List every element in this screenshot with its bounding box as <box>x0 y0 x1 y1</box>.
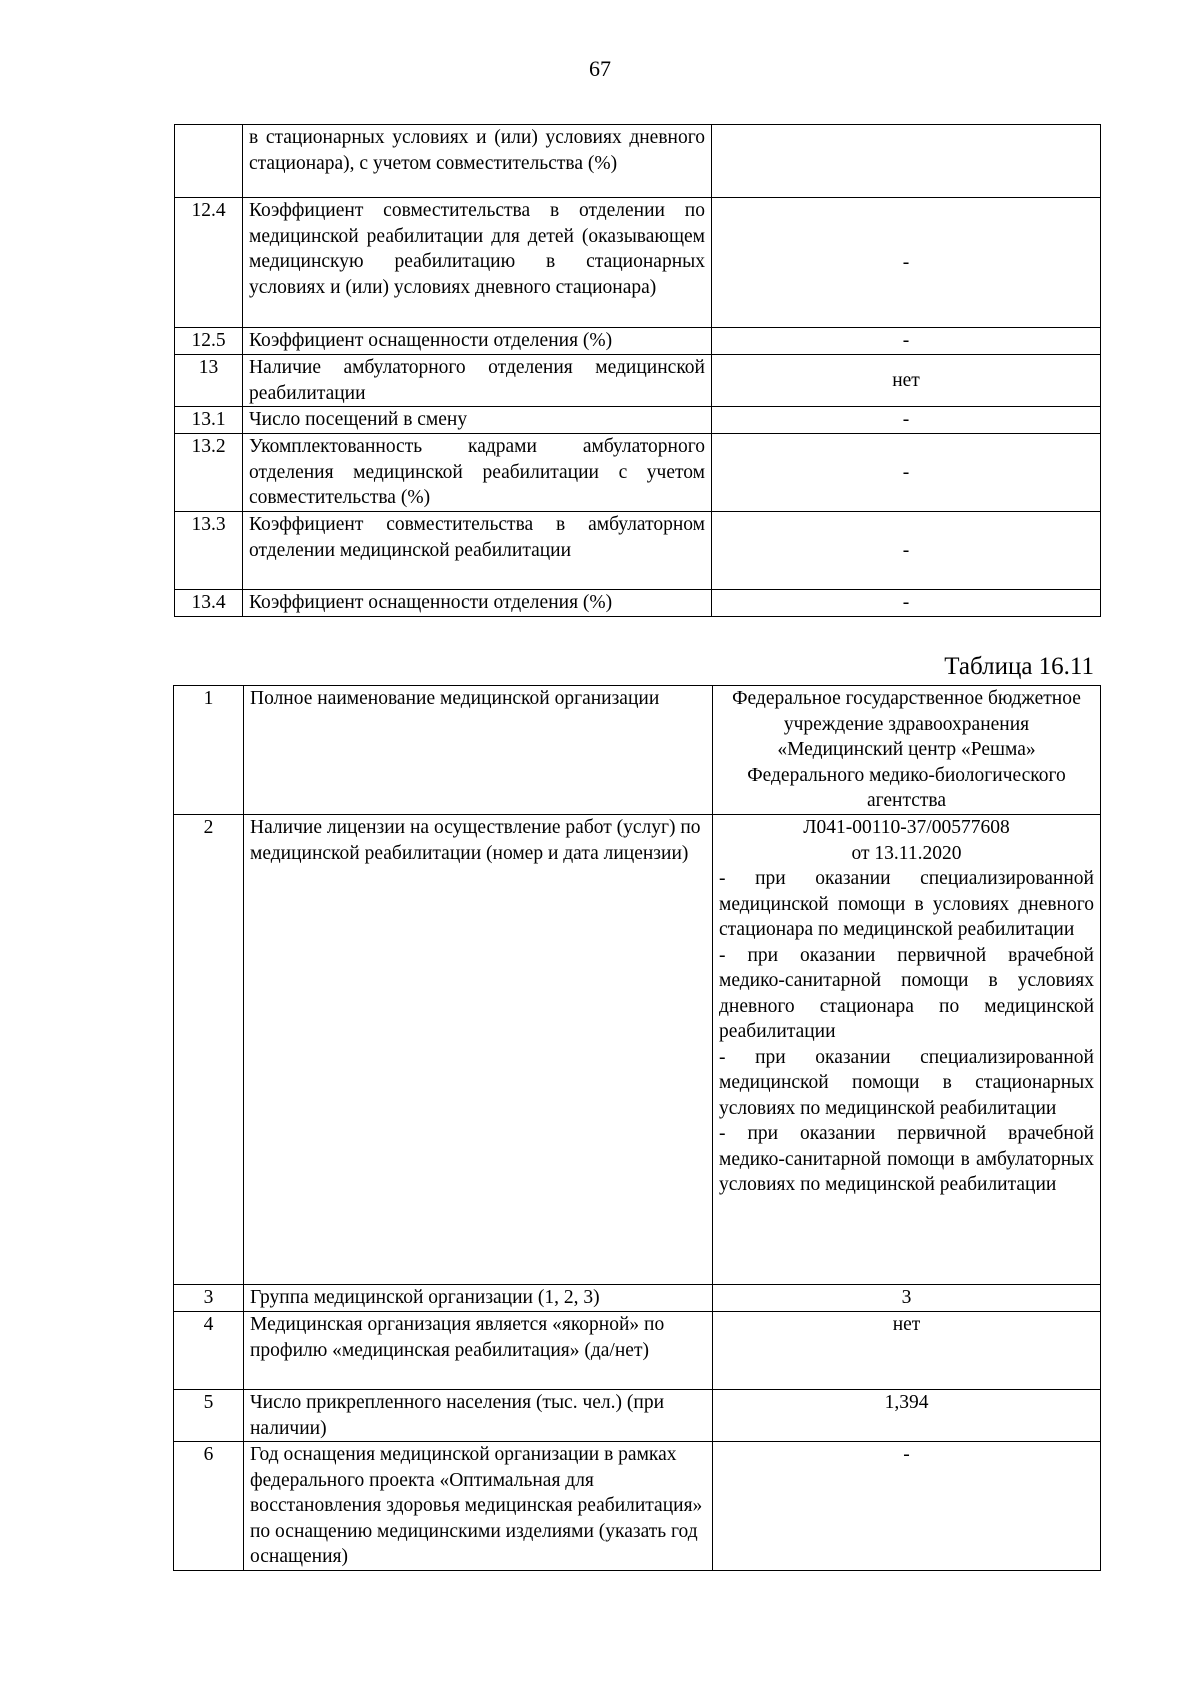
table-row <box>174 1285 1101 1312</box>
row-number: 13 <box>175 355 243 407</box>
table-row <box>175 328 1101 355</box>
table-row <box>175 434 1101 512</box>
row-value: - <box>712 328 1101 355</box>
table-row <box>175 355 1101 407</box>
row-number: 5 <box>174 1390 244 1442</box>
license-number: Л041-00110-37/00577608 <box>803 817 1010 838</box>
license-cell <box>713 815 1101 1285</box>
row-number: 13.4 <box>175 590 243 617</box>
row-description: Медицинская организация является «якорной» по профилю «медицинская реабилитация» (да/нет) <box>244 1312 713 1390</box>
license-date: от 13.11.2020 <box>851 842 962 864</box>
row-description: Коэффициент оснащенности отделения (%) <box>243 328 712 355</box>
row-description: Группа медицинской организации (1, 2, 3) <box>244 1285 713 1312</box>
row-number: 13.2 <box>175 434 243 512</box>
table-row <box>174 1442 1101 1571</box>
row-description: Число посещений в смену <box>243 407 712 434</box>
row-description: Год оснащения медицинской организации в рамках федерального проекта «Оптимальная для восстановления здоровья медицинская реабилитация» по оснащению медицинскими изделиями (указать год оснащения) <box>244 1442 713 1571</box>
table-row <box>175 407 1101 434</box>
row-value: - <box>712 407 1101 434</box>
row-number <box>175 125 243 198</box>
continuation-table <box>174 124 1101 617</box>
table-row <box>175 590 1101 617</box>
table-row <box>174 686 1101 815</box>
row-value: 1,394 <box>713 1390 1101 1442</box>
row-number: 2 <box>174 815 244 1285</box>
row-description: Коэффициент оснащенности отделения (%) <box>243 590 712 617</box>
table-caption: Таблица 16.11 <box>944 653 1094 680</box>
row-description: Коэффициент совместительства в отделении по медицинской реабилитации для детей (оказывающем медицинскую реабилитацию в стационарных условиях и (или) условиях дневного стационара) <box>243 198 712 328</box>
row-description: Число прикрепленного населения (тыс. чел.) (при наличии) <box>244 1390 713 1442</box>
row-value: нет <box>713 1312 1101 1390</box>
table-row <box>175 198 1101 328</box>
row-value: - <box>712 198 1101 328</box>
row-description: Наличие амбулаторного отделения медицинской реабилитации <box>243 355 712 407</box>
table-row <box>174 1312 1101 1390</box>
row-value: - <box>712 434 1101 512</box>
row-number: 4 <box>174 1312 244 1390</box>
row-value <box>712 125 1101 198</box>
row-number: 6 <box>174 1442 244 1571</box>
row-number: 3 <box>174 1285 244 1312</box>
row-description: в стационарных условиях и (или) условиях дневного стационара), с учетом совместительства (%) <box>243 125 712 198</box>
table-row <box>174 815 1101 1285</box>
row-description: Коэффициент совместительства в амбулаторном отделении медицинской реабилитации <box>243 512 712 590</box>
row-description: Наличие лицензии на осуществление работ (услуг) по медицинской реабилитации (номер и дата лицензии) <box>244 815 713 1285</box>
row-number: 13.3 <box>175 512 243 590</box>
license-item: - при оказании первичной врачебной медико-санитарной помощи в условиях дневного стационара по медицинской реабилитации <box>719 944 1094 1042</box>
table-row <box>175 512 1101 590</box>
organization-name: Федеральное государственное бюджетное учреждение здравоохранения «Медицинский центр «Решма» Федерального медико-биологического агентства <box>713 686 1101 815</box>
row-number: 12.4 <box>175 198 243 328</box>
license-item: - при оказании специализированной медицинской помощи в условиях дневного стационара по медицинской реабилитации <box>719 868 1094 940</box>
row-value: - <box>712 512 1101 590</box>
organization-table <box>173 685 1101 1571</box>
row-value: нет <box>712 355 1101 407</box>
license-item: - при оказании первичной врачебной медико-санитарной помощи в амбулаторных условиях по медицинской реабилитации <box>719 1123 1094 1195</box>
table-row <box>175 125 1101 198</box>
row-value: 3 <box>713 1285 1101 1312</box>
row-value: - <box>713 1442 1101 1571</box>
page-number: 67 <box>589 56 611 81</box>
row-number: 13.1 <box>175 407 243 434</box>
license-item: - при оказании специализированной медицинской помощи в стационарных условиях по медицинской реабилитации <box>719 1046 1094 1119</box>
row-description: Укомплектованность кадрами амбулаторного отделения медицинской реабилитации с учетом совместительства (%) <box>243 434 712 512</box>
row-number: 1 <box>174 686 244 815</box>
table-row <box>174 1390 1101 1442</box>
row-description: Полное наименование медицинской организации <box>244 686 713 815</box>
row-number: 12.5 <box>175 328 243 355</box>
row-value: - <box>712 590 1101 617</box>
